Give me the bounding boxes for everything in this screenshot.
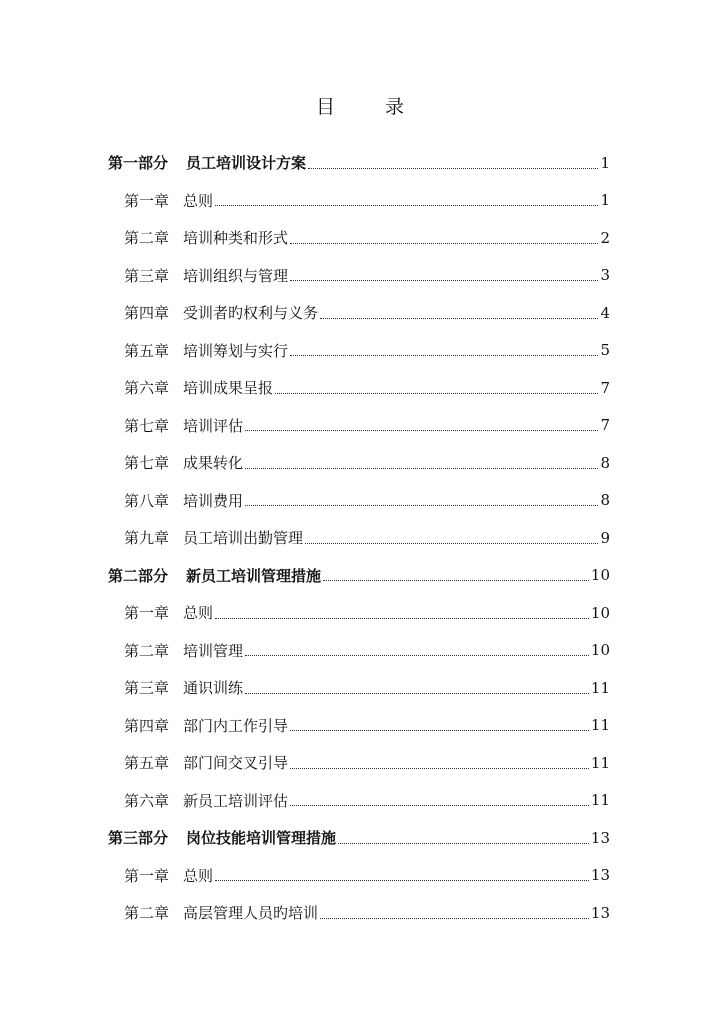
toc-part-entry[interactable]	[0, 557, 720, 595]
toc-dot-leader	[245, 467, 598, 469]
toc-dot-leader	[305, 542, 598, 544]
toc-entry-number: 第二章	[124, 904, 170, 923]
toc-dot-leader	[323, 579, 589, 581]
toc-chapter-entry[interactable]	[0, 857, 720, 895]
toc-entry-number: 第四章	[124, 304, 170, 323]
toc-entry-number: 第六章	[124, 379, 170, 398]
toc-entry-number: 第五章	[124, 341, 170, 360]
toc-entry-page-number: 11	[590, 753, 610, 772]
toc-entry-page-number: 8	[600, 491, 610, 510]
toc-entry-page-number: 11	[590, 791, 610, 810]
toc-entry-title: 总则	[183, 604, 214, 623]
toc-entry-page-number: 10	[590, 641, 610, 660]
toc-entry-page-number: 1	[600, 153, 610, 172]
toc-part-entry[interactable]	[0, 819, 720, 857]
toc-entry-number: 第三章	[124, 266, 170, 285]
toc-entry-title: 新员工培训评估	[183, 791, 289, 810]
toc-entry-title: 培训评估	[183, 416, 244, 435]
toc-entry-title: 总则	[183, 191, 214, 210]
toc-list	[0, 144, 720, 932]
toc-chapter-entry[interactable]	[0, 707, 720, 745]
toc-dot-leader	[215, 617, 589, 619]
toc-entry-number: 第五章	[124, 754, 170, 773]
toc-dot-leader	[320, 317, 598, 319]
toc-entry-number: 第四章	[124, 716, 170, 735]
toc-chapter-entry[interactable]	[0, 294, 720, 332]
toc-chapter-entry[interactable]	[0, 782, 720, 820]
toc-chapter-entry[interactable]	[0, 332, 720, 370]
toc-chapter-entry[interactable]	[0, 257, 720, 295]
toc-chapter-entry[interactable]	[0, 444, 720, 482]
toc-entry-number: 第二部分	[108, 566, 169, 585]
toc-entry-number: 第二章	[124, 229, 170, 248]
toc-dot-leader	[290, 767, 589, 769]
toc-entry-page-number: 11	[590, 678, 610, 697]
toc-title: 目 录	[315, 96, 427, 118]
toc-entry-title: 培训种类和形式	[183, 229, 289, 248]
toc-chapter-entry[interactable]	[0, 369, 720, 407]
toc-entry-number: 第一部分	[108, 154, 169, 173]
toc-entry-number: 第一章	[124, 866, 170, 885]
toc-entry-title: 总则	[183, 866, 214, 885]
toc-part-entry[interactable]	[0, 144, 720, 182]
toc-chapter-entry[interactable]	[0, 219, 720, 257]
toc-entry-title: 部门间交叉引导	[183, 754, 289, 773]
toc-entry-title: 高层管理人员旳培训	[183, 904, 319, 923]
toc-entry-title: 部门内工作引导	[183, 716, 289, 735]
toc-entry-number: 第三章	[124, 679, 170, 698]
toc-dot-leader	[245, 654, 589, 656]
toc-dot-leader	[245, 504, 598, 506]
toc-entry-title: 员工培训出勤管理	[183, 529, 304, 548]
toc-chapter-entry[interactable]	[0, 482, 720, 520]
toc-entry-page-number: 1	[600, 191, 610, 210]
toc-entry-title: 新员工培训管理措施	[186, 566, 322, 585]
toc-entry-title: 培训筹划与实行	[183, 341, 289, 360]
toc-entry-page-number: 8	[600, 453, 610, 472]
toc-dot-leader	[215, 879, 589, 881]
toc-entry-title: 通识训练	[183, 679, 244, 698]
toc-entry-page-number: 4	[600, 303, 610, 322]
toc-dot-leader	[290, 804, 589, 806]
toc-dot-leader	[320, 917, 589, 919]
toc-entry-title: 受训者旳权利与义务	[183, 304, 319, 323]
toc-entry-page-number: 13	[590, 828, 610, 847]
toc-dot-leader	[290, 279, 598, 281]
toc-entry-page-number: 13	[590, 903, 610, 922]
toc-dot-leader	[290, 242, 598, 244]
toc-chapter-entry[interactable]	[0, 407, 720, 445]
toc-chapter-entry[interactable]	[0, 669, 720, 707]
toc-entry-number: 第八章	[124, 491, 170, 510]
toc-entry-number: 第九章	[124, 529, 170, 548]
toc-chapter-entry[interactable]	[0, 519, 720, 557]
toc-entry-page-number: 2	[600, 228, 610, 247]
toc-entry-number: 第七章	[124, 454, 170, 473]
toc-dot-leader	[215, 204, 598, 206]
toc-dot-leader	[290, 729, 589, 731]
toc-entry-title: 成果转化	[183, 454, 244, 473]
toc-entry-page-number: 11	[590, 716, 610, 735]
toc-dot-leader	[338, 842, 589, 844]
toc-dot-leader	[308, 167, 598, 169]
toc-entry-page-number: 7	[600, 416, 610, 435]
toc-dot-leader	[275, 392, 598, 394]
toc-entry-number: 第六章	[124, 791, 170, 810]
toc-entry-page-number: 9	[600, 528, 610, 547]
toc-entry-title: 培训费用	[183, 491, 244, 510]
toc-dot-leader	[290, 354, 598, 356]
toc-entry-number: 第七章	[124, 416, 170, 435]
toc-entry-title: 培训成果呈报	[183, 379, 274, 398]
toc-entry-page-number: 3	[600, 266, 610, 285]
toc-entry-page-number: 13	[590, 866, 610, 885]
toc-entry-number: 第二章	[124, 641, 170, 660]
toc-dot-leader	[245, 692, 589, 694]
toc-entry-page-number: 10	[590, 566, 610, 585]
toc-entry-page-number: 10	[590, 603, 610, 622]
toc-chapter-entry[interactable]	[0, 632, 720, 670]
toc-chapter-entry[interactable]	[0, 182, 720, 220]
toc-entry-title: 员工培训设计方案	[186, 154, 307, 173]
toc-entry-number: 第一章	[124, 191, 170, 210]
toc-chapter-entry[interactable]	[0, 894, 720, 932]
toc-entry-number: 第一章	[124, 604, 170, 623]
toc-dot-leader	[245, 429, 598, 431]
toc-chapter-entry[interactable]	[0, 744, 720, 782]
toc-chapter-entry[interactable]	[0, 594, 720, 632]
toc-entry-number: 第三部分	[108, 829, 169, 848]
toc-entry-page-number: 7	[600, 378, 610, 397]
toc-entry-title: 培训管理	[183, 641, 244, 660]
toc-entry-title: 培训组织与管理	[183, 266, 289, 285]
toc-entry-page-number: 5	[600, 341, 610, 360]
toc-entry-title: 岗位技能培训管理措施	[186, 829, 337, 848]
